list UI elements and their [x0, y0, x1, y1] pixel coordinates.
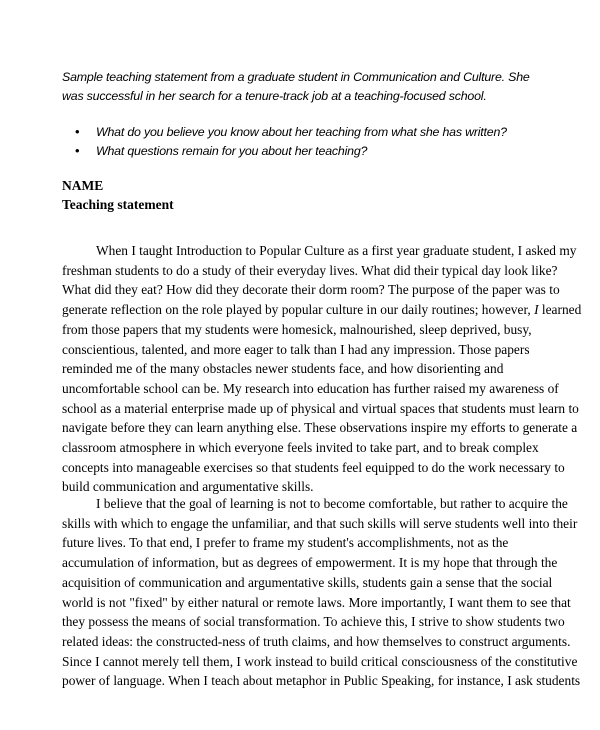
- paragraph-line: What did they eat? How did they decorate their dorm room? The purpose of the paper was to: [62, 282, 560, 298]
- paragraph-line: acquisition of communication and argumentative skills, students gain a sense that the social: [62, 574, 553, 590]
- paragraph-line: navigate before they can learn anything else. These observations inspire my efforts to generate a: [62, 420, 578, 436]
- question-item: • What do you believe you know about her teaching from what she has written?: [75, 123, 585, 142]
- reflection-questions-list: [75, 123, 585, 160]
- paragraph-line: build communication and argumentative skills.: [62, 479, 314, 495]
- paragraph-line: reminded me of the many obstacles newer students face, and how disorienting and: [62, 361, 504, 377]
- intro-line: Sample teaching statement from a graduate student in Communication and Culture. She: [62, 70, 530, 84]
- paragraph-line: they possess the means of social transformation. To achieve this, I strive to show students two: [62, 614, 565, 630]
- paragraph-line: power of language. When I teach about metaphor in Public Speaking, for instance, I ask students: [62, 673, 581, 689]
- paragraph-line: future lives. To that end, I prefer to frame my student's accomplishments, not as the: [62, 535, 509, 551]
- paragraph-line: generate reflection on the role played by popular culture in our daily routines; however, I learned: [62, 302, 582, 318]
- paragraph-line: accumulation of information, but as degrees of empowerment. It is my hope that through the: [62, 555, 558, 571]
- paragraph-line: school as a material enterprise made up of physical and virtual spaces that students must learn to: [62, 400, 579, 416]
- intro-line: was successful in her search for a tenure-track job at a teaching-focused school.: [62, 88, 487, 103]
- paragraph-line: Since I cannot merely tell them, I work instead to build critical consciousness of the constitutive: [62, 653, 578, 669]
- paragraph-2: [62, 494, 581, 691]
- paragraph-line: I believe that the goal of learning is not to become comfortable, but rather to acquire the: [96, 496, 568, 511]
- statement-title: Teaching statement: [62, 197, 174, 212]
- intro-note: [62, 68, 582, 105]
- paragraph-line: When I taught Introduction to Popular Culture as a first year graduate student, I asked my: [96, 243, 577, 258]
- paragraph-line: concepts into manageable exercises so that students feel equipped to do the work necessary to: [62, 459, 565, 475]
- paragraph-line: conscientious, talented, and more eager to talk than I had any impression. Those papers: [62, 341, 530, 357]
- paragraph-line: classroom atmosphere in which everyone feels invited to take part, and to break complex: [62, 440, 539, 456]
- paragraph-line: world is not "fixed" by either natural or remote laws. More importantly, I want them to see that: [62, 594, 571, 610]
- question-item: • What questions remain for you about her teaching?: [75, 142, 585, 161]
- author-name: NAME: [62, 178, 104, 193]
- paragraph-line: related ideas: the constructed-ness of truth claims, and how themselves to construct arguments.: [62, 633, 571, 649]
- paragraph-line: uncomfortable school can be. My research into education has further raised my awareness of: [62, 380, 559, 396]
- paragraph-line: from those papers that my students were homesick, malnourished, sleep deprived, busy,: [62, 321, 532, 337]
- paragraph-line: freshman students to do a study of their everyday lives. What did their typical day look like?: [62, 262, 558, 278]
- paragraph-line: skills with which to engage the unfamiliar, and that such skills will serve students well into their: [62, 515, 578, 531]
- paragraph-1: [62, 241, 582, 497]
